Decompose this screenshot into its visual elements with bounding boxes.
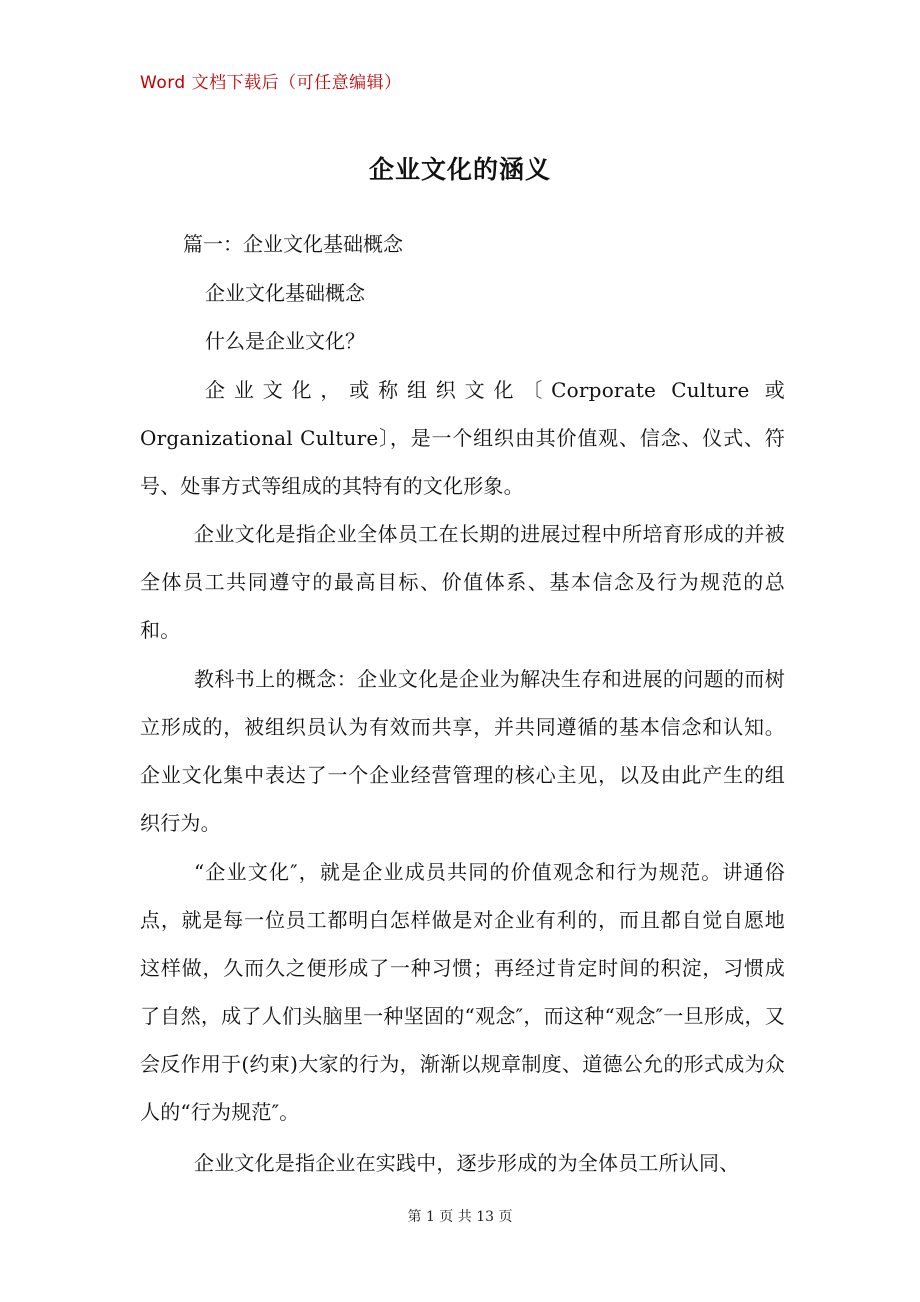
question-line: 什么是企业文化？ xyxy=(205,329,365,353)
page-footer: 第 1 页 共 13 页 xyxy=(407,1209,513,1225)
paragraph-common-values: “企业文化″，就是企业成员共同的价值观念和行为规范。讲通俗点，就是每一位员工都明白怎样做是对企业有利的，而且都自觉自愿地这样做，久而久之便形成了一种习惯；再经过肯定时间的积淀，习惯成了自然，成了人们头脑里一种坚固的“观念″，而这种“观念″一旦形成，又会反作用于(约束)大家的行为，渐渐以规章制度、道德公允的形式成为众人的“行为规范″。 xyxy=(140,860,785,1124)
paragraph-textbook-concept: 教科书上的概念：企业文化是企业为解决生存和进展的问题的而树立形成的，被组织员认为有效而共享，并共同遵循的基本信念和认知。 企业文化集中表达了一个企业经营管理的核心主见，以及由此产生的组织行为。 xyxy=(140,667,785,835)
paragraph-definition: 企业文化，或称组织文化〔Corporate Culture 或 Organizational Culture〕，是一个组织由其价值观、信念、仪式、符号、处事方式等组成的其特有的文化形象。 xyxy=(140,378,785,498)
paragraph-practice: 企业文化是指企业在实践中，逐步形成的为全体员工所认同、 xyxy=(194,1151,740,1175)
header-note: Word 文档下载后（可任意编辑） xyxy=(140,73,402,93)
section-heading: 篇一：企业文化基础概念 xyxy=(183,232,403,256)
paragraph-employee-values: 企业文化是指企业全体员工在长期的进展过程中所培育形成的并被全体员工共同遵守的最高目标、价值体系、基本信念及行为规范的总和。 xyxy=(140,522,785,642)
document-title: 企业文化的涵义 xyxy=(368,155,551,184)
subheading: 企业文化基础概念 xyxy=(205,281,365,305)
